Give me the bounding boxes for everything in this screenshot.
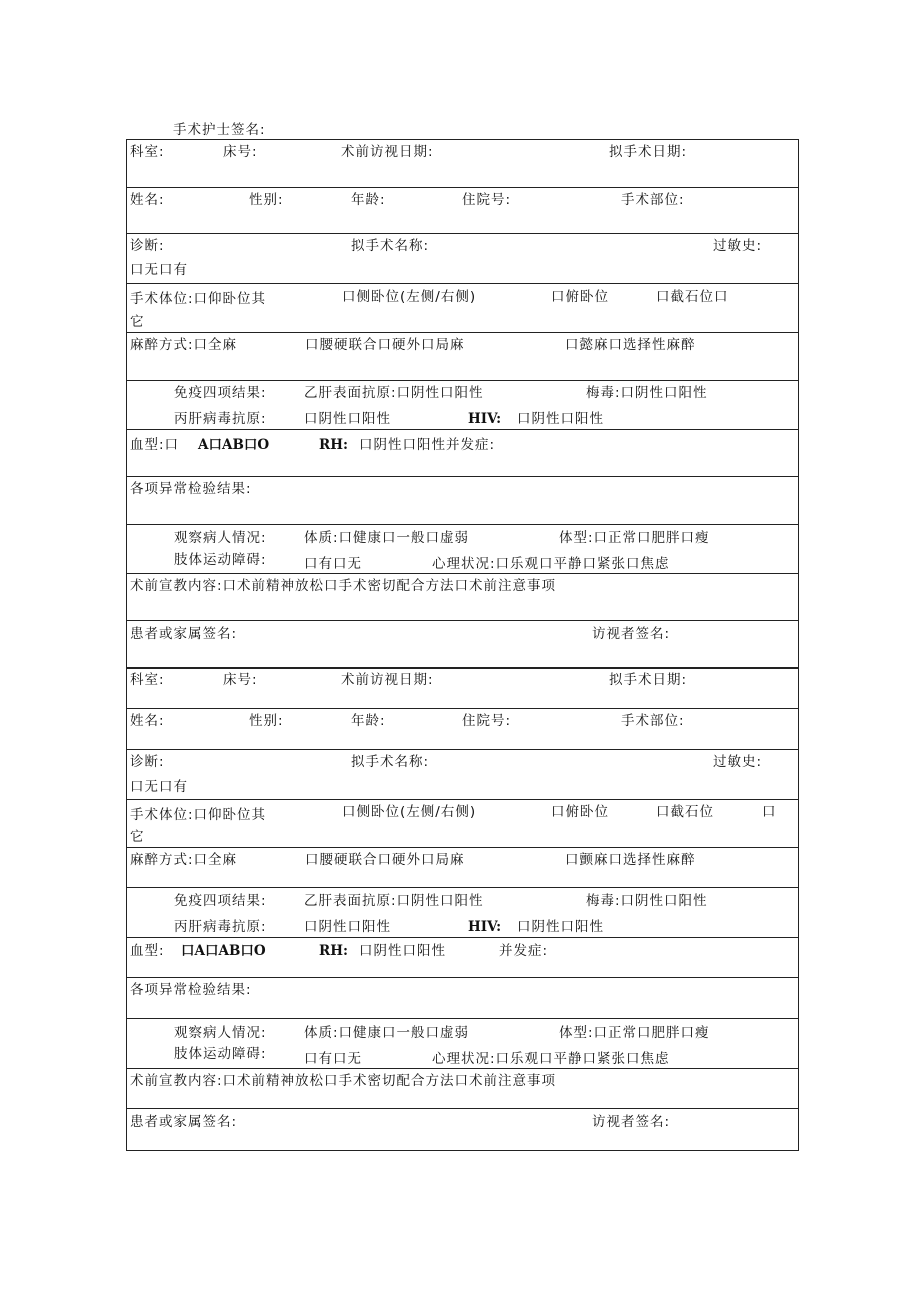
body-type-options[interactable]: 体型:口正常口肥胖口瘦 [559, 1025, 710, 1041]
abnormal-results-field[interactable]: 各项异常检验结果: [130, 982, 252, 998]
allergy-label: 过敏史: [713, 754, 763, 770]
surgical-nurse-signature-label: 手术护士签名: [173, 122, 266, 138]
row-abnormal-results [127, 978, 798, 1019]
sex-field[interactable]: 性别: [249, 192, 284, 208]
position-other-option[interactable]: 它 [130, 829, 145, 845]
hcv-options[interactable]: 口阴性口阳性 [304, 411, 391, 427]
mobility-options[interactable]: 口有口无 [304, 556, 362, 572]
op-date-field[interactable]: 拟手术日期: [609, 672, 688, 688]
row-immunology [127, 888, 798, 938]
position-lateral-option[interactable]: 口侧卧位(左侧/右侧) [342, 804, 477, 820]
syphilis-options[interactable]: 梅毒:口阴性口阳性 [586, 385, 708, 401]
psych-options[interactable]: 心理状况:口乐观口平静口紧张口焦虑 [432, 556, 670, 572]
hcv-label: 丙肝病毒抗原: [174, 919, 267, 935]
row-blood-type [127, 938, 798, 978]
diagnosis-field[interactable]: 诊断: [130, 238, 165, 254]
position-lithotomy-option[interactable]: 口截石位口 [656, 289, 729, 305]
op-site-field[interactable]: 手术部位: [621, 192, 685, 208]
mobility-options[interactable]: 口有口无 [304, 1051, 362, 1067]
admission-no-field[interactable]: 住院号: [462, 192, 512, 208]
anesthesia-regional-options[interactable]: 口腰硬联合口硬外口局麻 [305, 337, 465, 353]
row-diagnosis [127, 750, 798, 800]
anesthesia-general-option[interactable]: 麻醉方式:口全麻 [130, 337, 238, 353]
row-signatures [127, 621, 798, 668]
row-basic-info [127, 668, 798, 709]
age-field[interactable]: 年龄: [351, 713, 386, 729]
visitor-signature-field[interactable]: 访视者签名: [592, 1114, 671, 1130]
visit-date-field[interactable]: 术前访视日期: [341, 144, 434, 160]
position-prone-option[interactable]: 口俯卧位 [551, 804, 609, 820]
name-field[interactable]: 姓名: [130, 713, 165, 729]
anesthesia-general-option[interactable]: 麻醉方式:口全麻 [130, 852, 238, 868]
visitor-signature-field[interactable]: 访视者签名: [592, 626, 671, 642]
dept-field[interactable]: 科室: [130, 144, 165, 160]
row-patient-info [127, 709, 798, 750]
row-anesthesia [127, 333, 798, 381]
pre-op-visit-form-1 [126, 139, 799, 669]
planned-op-name-field[interactable]: 拟手术名称: [351, 238, 430, 254]
diagnosis-field[interactable]: 诊断: [130, 754, 165, 770]
hiv-options[interactable]: 口阴性口阳性 [517, 411, 604, 427]
op-date-field[interactable]: 拟手术日期: [609, 144, 688, 160]
position-other-checkbox[interactable]: 口 [762, 804, 777, 820]
name-field[interactable]: 姓名: [130, 192, 165, 208]
constitution-options[interactable]: 体质:口健康口一般口虚弱 [304, 530, 470, 546]
position-supine-option[interactable]: 手术体位:口仰卧位其 [130, 291, 267, 307]
rh-options[interactable]: 口阴性口阳性并发症: [359, 437, 496, 453]
mobility-label: 肢体运动障碍: [174, 1046, 267, 1062]
position-lithotomy-option[interactable]: 口截石位 [656, 804, 714, 820]
observation-label: 观察病人情况: [174, 1025, 267, 1041]
patient-signature-field[interactable]: 患者或家属签名: [130, 1114, 238, 1130]
hiv-options[interactable]: 口阴性口阳性 [517, 919, 604, 935]
row-abnormal-results [127, 477, 798, 525]
sex-field[interactable]: 性别: [249, 713, 284, 729]
position-lateral-option[interactable]: 口侧卧位(左侧/右侧) [342, 289, 477, 305]
rh-options[interactable]: 口阴性口阳性 [359, 943, 446, 959]
hcv-label: 丙肝病毒抗原: [174, 411, 267, 427]
mobility-label: 肢体运动障碍: [174, 552, 267, 568]
row-signatures [127, 1109, 798, 1150]
row-patient-info [127, 188, 798, 234]
education-options[interactable]: 术前宣教内容:口术前精神放松口手术密切配合方法口术前注意事项 [130, 1073, 557, 1089]
hiv-label: HIV: [468, 919, 502, 935]
body-type-options[interactable]: 体型:口正常口肥胖口瘦 [559, 530, 710, 546]
patient-signature-field[interactable]: 患者或家属签名: [130, 626, 238, 642]
abnormal-results-field[interactable]: 各项异常检验结果: [130, 481, 252, 497]
row-observation [127, 525, 798, 574]
row-basic-info [127, 140, 798, 188]
allergy-options[interactable]: 口无口有 [130, 262, 188, 278]
anesthesia-other-options[interactable]: 口懿麻口选择性麻醉 [565, 337, 696, 353]
row-education [127, 574, 798, 621]
row-blood-type [127, 430, 798, 477]
dept-field[interactable]: 科室: [130, 672, 165, 688]
anesthesia-other-options[interactable]: 口颤麻口选择性麻醉 [565, 852, 696, 868]
syphilis-options[interactable]: 梅毒:口阴性口阳性 [586, 893, 708, 909]
observation-label: 观察病人情况: [174, 530, 267, 546]
complication-field[interactable]: 并发症: [499, 943, 549, 959]
blood-type-label: 血型:口 [130, 437, 180, 453]
row-immunology [127, 381, 798, 430]
blood-type-options[interactable]: A口AB口O [198, 437, 270, 453]
immune-test-label: 免疫四项结果: [174, 893, 267, 909]
row-anesthesia [127, 848, 798, 888]
visit-date-field[interactable]: 术前访视日期: [341, 672, 434, 688]
education-options[interactable]: 术前宣教内容:口术前精神放松口手术密切配合方法口术前注意事项 [130, 578, 557, 594]
age-field[interactable]: 年龄: [351, 192, 386, 208]
bed-field[interactable]: 床号: [223, 144, 258, 160]
row-observation [127, 1019, 798, 1069]
row-education [127, 1069, 798, 1109]
allergy-label: 过敏史: [713, 238, 763, 254]
hbsag-options[interactable]: 乙肝表面抗原:口阴性口阳性 [304, 893, 484, 909]
hiv-label: HIV: [468, 411, 502, 427]
allergy-options[interactable]: 口无口有 [130, 779, 188, 795]
admission-no-field[interactable]: 住院号: [462, 713, 512, 729]
rh-label: RH: [319, 943, 348, 959]
blood-type-options[interactable]: 口A口AB口O [181, 943, 266, 959]
bed-field[interactable]: 床号: [223, 672, 258, 688]
anesthesia-regional-options[interactable]: 口腰硬联合口硬外口局麻 [305, 852, 465, 868]
row-surgical-position [127, 800, 798, 848]
hcv-options[interactable]: 口阴性口阳性 [304, 919, 391, 935]
row-diagnosis [127, 234, 798, 284]
psych-options[interactable]: 心理状况:口乐观口平静口紧张口焦虑 [432, 1051, 670, 1067]
position-other-option[interactable]: 它 [130, 314, 145, 330]
row-surgical-position [127, 284, 798, 333]
op-site-field[interactable]: 手术部位: [621, 713, 685, 729]
position-supine-option[interactable]: 手术体位:口仰卧位其 [130, 807, 267, 823]
blood-type-label: 血型: [130, 943, 165, 959]
constitution-options[interactable]: 体质:口健康口一般口虚弱 [304, 1025, 470, 1041]
position-prone-option[interactable]: 口俯卧位 [551, 289, 609, 305]
hbsag-options[interactable]: 乙肝表面抗原:口阴性口阳性 [304, 385, 484, 401]
rh-label: RH: [319, 437, 348, 453]
planned-op-name-field[interactable]: 拟手术名称: [351, 754, 430, 770]
immune-test-label: 免疫四项结果: [174, 385, 267, 401]
pre-op-visit-form-2 [126, 667, 799, 1151]
